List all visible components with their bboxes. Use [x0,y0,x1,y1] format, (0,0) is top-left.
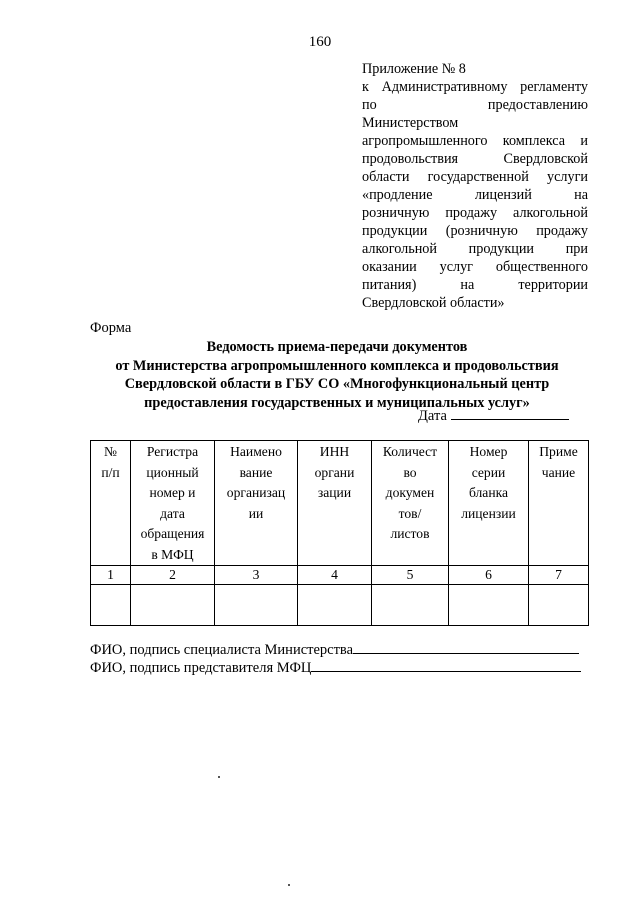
appendix-line: продукции (розничную продажу [362,223,588,239]
column-number: 6 [449,566,529,585]
title-line: Свердловской области в ГБУ СО «Многофункциональный центр [124,376,550,392]
empty-cell[interactable] [215,585,298,626]
header-cell-organization: Наимено вание организац ии [215,441,298,566]
signature-ministry [90,641,579,659]
empty-cell[interactable] [529,585,589,626]
title-line: Ведомость приема-передачи документов [206,339,468,355]
document-title [80,338,594,412]
empty-cell[interactable] [131,585,215,626]
date-field[interactable] [451,407,569,420]
header-cell-registration: Регистра ционный номер и дата обращения в МФЦ [131,441,215,566]
header-cell-license-number: Номер серии бланка лицензии [449,441,529,566]
empty-cell[interactable] [449,585,529,626]
title-line: предоставления государственных и муниципальных услуг» [144,394,530,411]
signature-mfc-label: ФИО, подпись представителя МФЦ [90,660,312,676]
header-cell-note: Приме чание [529,441,589,566]
empty-cell[interactable] [372,585,449,626]
signature-mfc-line[interactable] [311,659,581,672]
signature-mfc [90,659,581,677]
appendix-line: розничную продажу алкогольной [362,205,588,221]
title-line: от Министерства агропромышленного комплекса и продовольствия [115,357,559,374]
appendix-line: Свердловской области» [362,295,505,311]
date-row [418,407,569,425]
appendix-line: Министерством [362,115,459,131]
register-table [90,440,589,626]
table-row [91,585,589,626]
column-number: 7 [529,566,589,585]
column-number-row [91,566,589,585]
column-number: 5 [372,566,449,585]
appendix-line: к Административному регламенту [362,79,588,95]
appendix-block [362,60,588,312]
column-number: 2 [131,566,215,585]
appendix-line: агропромышленного комплекса и [362,133,588,149]
form-label: Форма [90,320,132,336]
column-number: 4 [298,566,372,585]
scan-speck [288,884,290,886]
signature-ministry-label: ФИО, подпись специалиста Министерства [90,642,354,658]
appendix-line: питания) на территории [362,277,588,293]
appendix-line: алкогольной продукции при [362,241,588,257]
header-row [91,441,589,566]
column-number: 1 [91,566,131,585]
page-number: 160 [308,34,332,50]
appendix-line: по предоставлению [362,97,588,113]
appendix-line: оказании услуг общественного [362,259,588,275]
header-cell-inn: ИНН органи зации [298,441,372,566]
header-cell-quantity: Количест во докумен тов/ листов [372,441,449,566]
empty-cell[interactable] [91,585,131,626]
appendix-line: области государственной услуги [362,169,588,185]
signature-ministry-line[interactable] [353,641,579,654]
appendix-line: Приложение № 8 [362,61,466,77]
appendix-line: продовольствия Свердловской [362,151,588,167]
scan-speck [218,776,220,778]
appendix-line: «продление лицензий на [362,187,588,203]
date-label: Дата [418,408,447,424]
header-cell-number: № п/п [91,441,131,566]
column-number: 3 [215,566,298,585]
empty-cell[interactable] [298,585,372,626]
